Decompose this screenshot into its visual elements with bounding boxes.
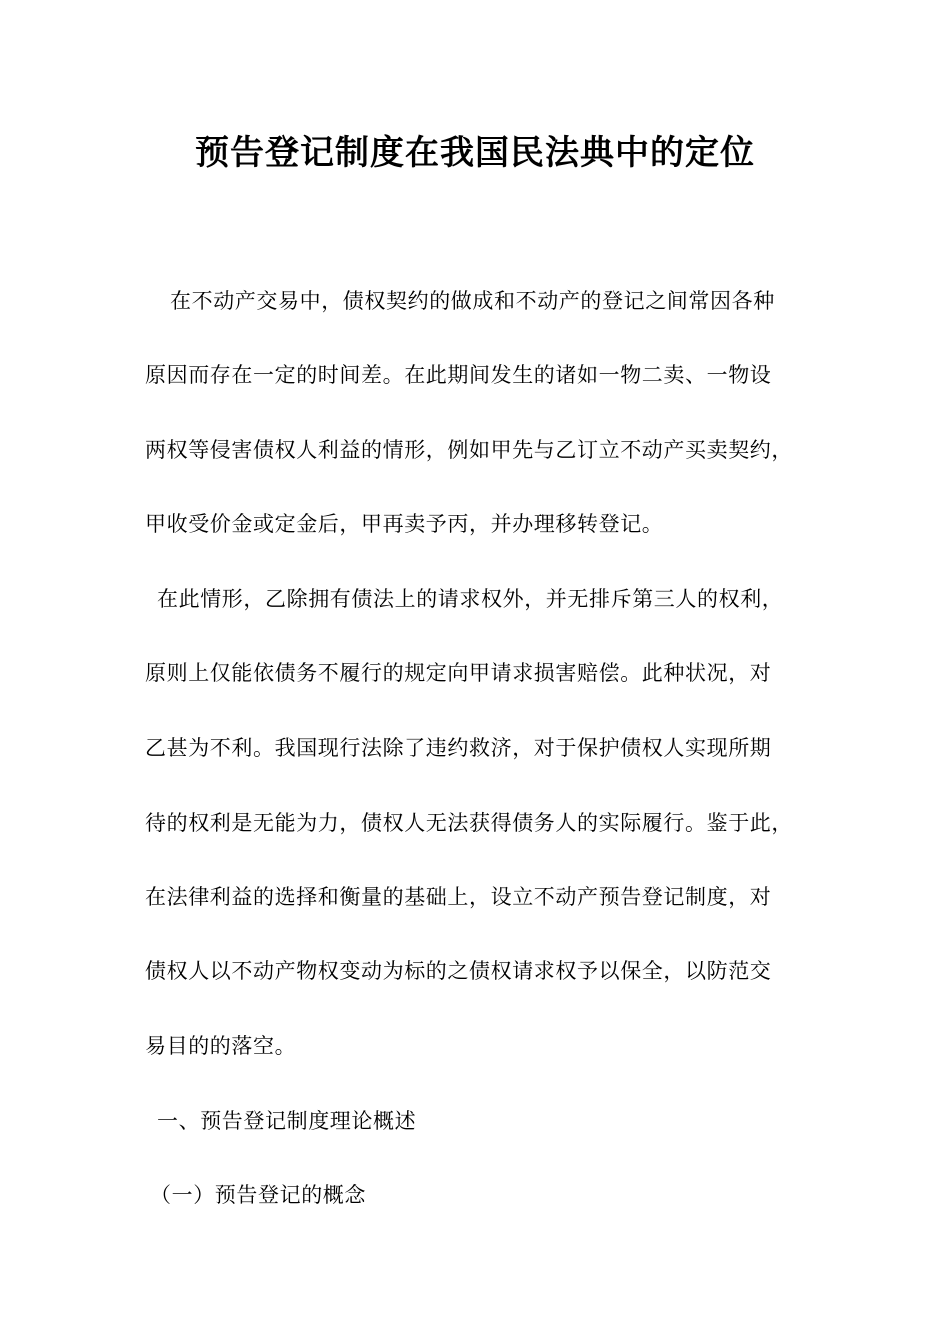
- paragraph-line: 原则上仅能依债务不履行的规定向甲请求损害赔偿。此种状况，对: [145, 661, 772, 685]
- paragraph-line: 原因而存在一定的时间差。在此期间发生的诸如一物二卖、一物设: [145, 363, 772, 387]
- paragraph-line: 甲收受价金或定金后，甲再卖予丙，并办理移转登记。: [145, 512, 664, 536]
- paragraph-line: 在不动产交易中，债权契约的做成和不动产的登记之间常因各种: [170, 289, 775, 313]
- subsection-heading: （一）预告登记的概念: [150, 1183, 366, 1207]
- paragraph-line: 待的权利是无能为力，债权人无法获得债务人的实际履行。鉴于此，: [145, 811, 793, 835]
- paragraph-line: 债权人以不动产物权变动为标的之债权请求权予以保全，以防范交: [145, 959, 772, 983]
- paragraph-line: 两权等侵害债权人利益的情形，例如甲先与乙订立不动产买卖契约，: [145, 438, 793, 462]
- paragraph-line: 易目的的落空。: [145, 1034, 297, 1058]
- document-title: 预告登记制度在我国民法典中的定位: [195, 133, 755, 173]
- section-heading: 一、预告登记制度理论概述: [157, 1109, 417, 1133]
- paragraph-line: 在此情形，乙除拥有债法上的请求权外，并无排斥第三人的权利，: [157, 587, 784, 611]
- paragraph-line: 乙甚为不利。我国现行法除了违约救济，对于保护债权人实现所期: [145, 736, 772, 760]
- paragraph-line: 在法律利益的选择和衡量的基础上，设立不动产预告登记制度，对: [145, 885, 772, 909]
